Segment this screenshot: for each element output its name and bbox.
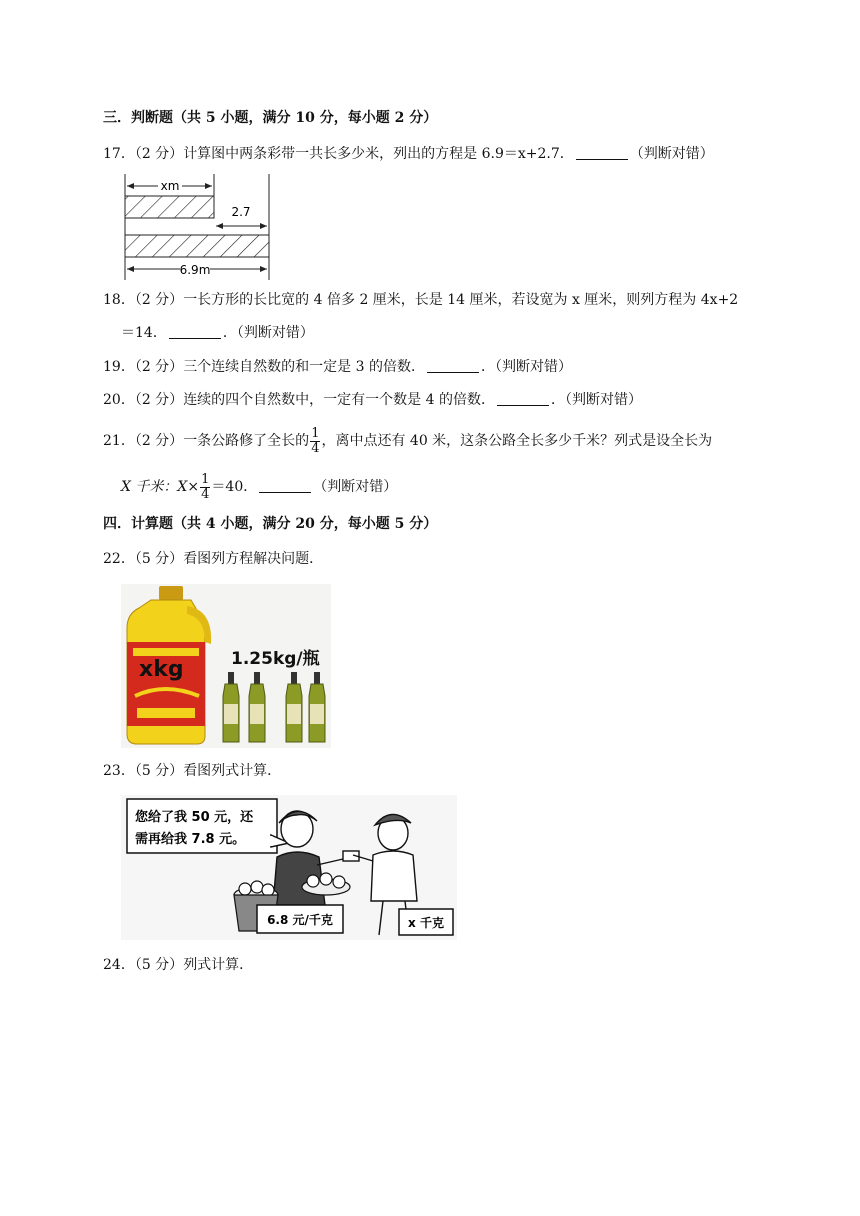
- question-21: [103, 426, 712, 456]
- question-text: 一条公路修了全长的: [183, 433, 310, 449]
- question-24: [103, 955, 253, 975]
- question-19: [103, 357, 572, 377]
- question-23: [103, 761, 281, 781]
- label-6-9m: 6.9m: [179, 263, 211, 277]
- question-number: 24．: [103, 957, 135, 973]
- question-text: ，离中点还有 40 米，这条公路全长多少千米？列式是设全长为: [321, 433, 713, 449]
- fraction-one-quarter: $\frac{1}{4}$: [311, 425, 320, 456]
- question-points: （2 分）: [134, 433, 184, 449]
- question-number: 22．: [103, 551, 135, 567]
- question-21-line2: [121, 472, 397, 502]
- label-xkg: xkg: [139, 657, 184, 682]
- question-18-line2: [121, 323, 314, 343]
- question-number: 23．: [103, 763, 135, 779]
- question-points: （5 分）: [134, 957, 184, 973]
- question-18: [103, 290, 738, 310]
- question-text: ＝14．: [121, 325, 167, 341]
- fraction-one-quarter: $\frac{1}{4}$: [201, 471, 210, 502]
- shopping-figure: [121, 795, 457, 940]
- question-tail: ．（判断对错）: [551, 392, 642, 408]
- ribbon-diagram: [118, 172, 278, 282]
- label-per-bottle: 1.25kg/瓶: [231, 649, 320, 669]
- question-text: 列式计算．: [183, 957, 254, 973]
- question-20: [103, 390, 642, 410]
- question-number: 19．: [103, 359, 135, 375]
- question-text: 计算图中两条彩带一共长多少米，列出的方程是 6.9＝x+2.7．: [183, 146, 574, 162]
- answer-blank[interactable]: [169, 324, 221, 339]
- question-number: 18．: [103, 292, 135, 308]
- section-4-title: 四．计算题（共 4 小题，满分 20 分，每小题 5 分）: [103, 516, 438, 532]
- ribbon-long: [125, 235, 269, 257]
- question-number: 20．: [103, 392, 135, 408]
- label-2-7: 2.7: [231, 205, 251, 219]
- question-text: 看图列方程解决问题．: [183, 551, 324, 567]
- ribbon-short: [125, 196, 214, 218]
- speech-line-2: 需再给我 7.8 元。: [135, 832, 246, 847]
- question-17: [103, 144, 714, 164]
- section-3-title: 三．判断题（共 5 小题，满分 10 分，每小题 2 分）: [103, 110, 438, 126]
- price-label: 6.8 元/千克: [267, 913, 333, 927]
- question-points: （2 分）: [134, 146, 184, 162]
- question-text: X 千米：X×: [121, 479, 200, 495]
- question-tail: （判断对错）: [313, 479, 398, 495]
- question-points: （5 分）: [134, 551, 184, 567]
- question-text: 三个连续自然数的和一定是 3 的倍数．: [183, 359, 425, 375]
- question-tail: ．（判断对错）: [222, 325, 314, 341]
- answer-blank[interactable]: [259, 478, 311, 493]
- question-points: （2 分）: [134, 392, 184, 408]
- question-points: （2 分）: [134, 292, 184, 308]
- speech-line-1: 您给了我 50 元，还: [135, 810, 254, 825]
- qty-label: x 千克: [408, 916, 444, 930]
- question-number: 17．: [103, 146, 135, 162]
- question-points: （2 分）: [134, 359, 184, 375]
- question-tail: （判断对错）: [629, 146, 714, 162]
- oil-bottles-figure: [121, 584, 331, 748]
- question-text: 连续的四个自然数中，一定有一个数是 4 的倍数．: [183, 392, 495, 408]
- question-22: [103, 549, 323, 569]
- question-text: 看图列式计算．: [183, 763, 282, 779]
- answer-blank[interactable]: [576, 145, 628, 160]
- jug-cap: [159, 586, 183, 600]
- question-tail: ．（判断对错）: [481, 359, 572, 375]
- question-number: 21．: [103, 433, 135, 449]
- answer-blank[interactable]: [427, 358, 479, 373]
- question-points: （5 分）: [134, 763, 184, 779]
- label-xm: xm: [160, 179, 180, 193]
- question-text: ＝40．: [211, 479, 258, 495]
- speech-bubble: [127, 799, 289, 853]
- answer-blank[interactable]: [497, 391, 549, 406]
- question-text: 一长方形的长比宽的 4 倍多 2 厘米，长是 14 厘米，若设宽为 x 厘米，则列方程为 4x+2: [183, 292, 739, 308]
